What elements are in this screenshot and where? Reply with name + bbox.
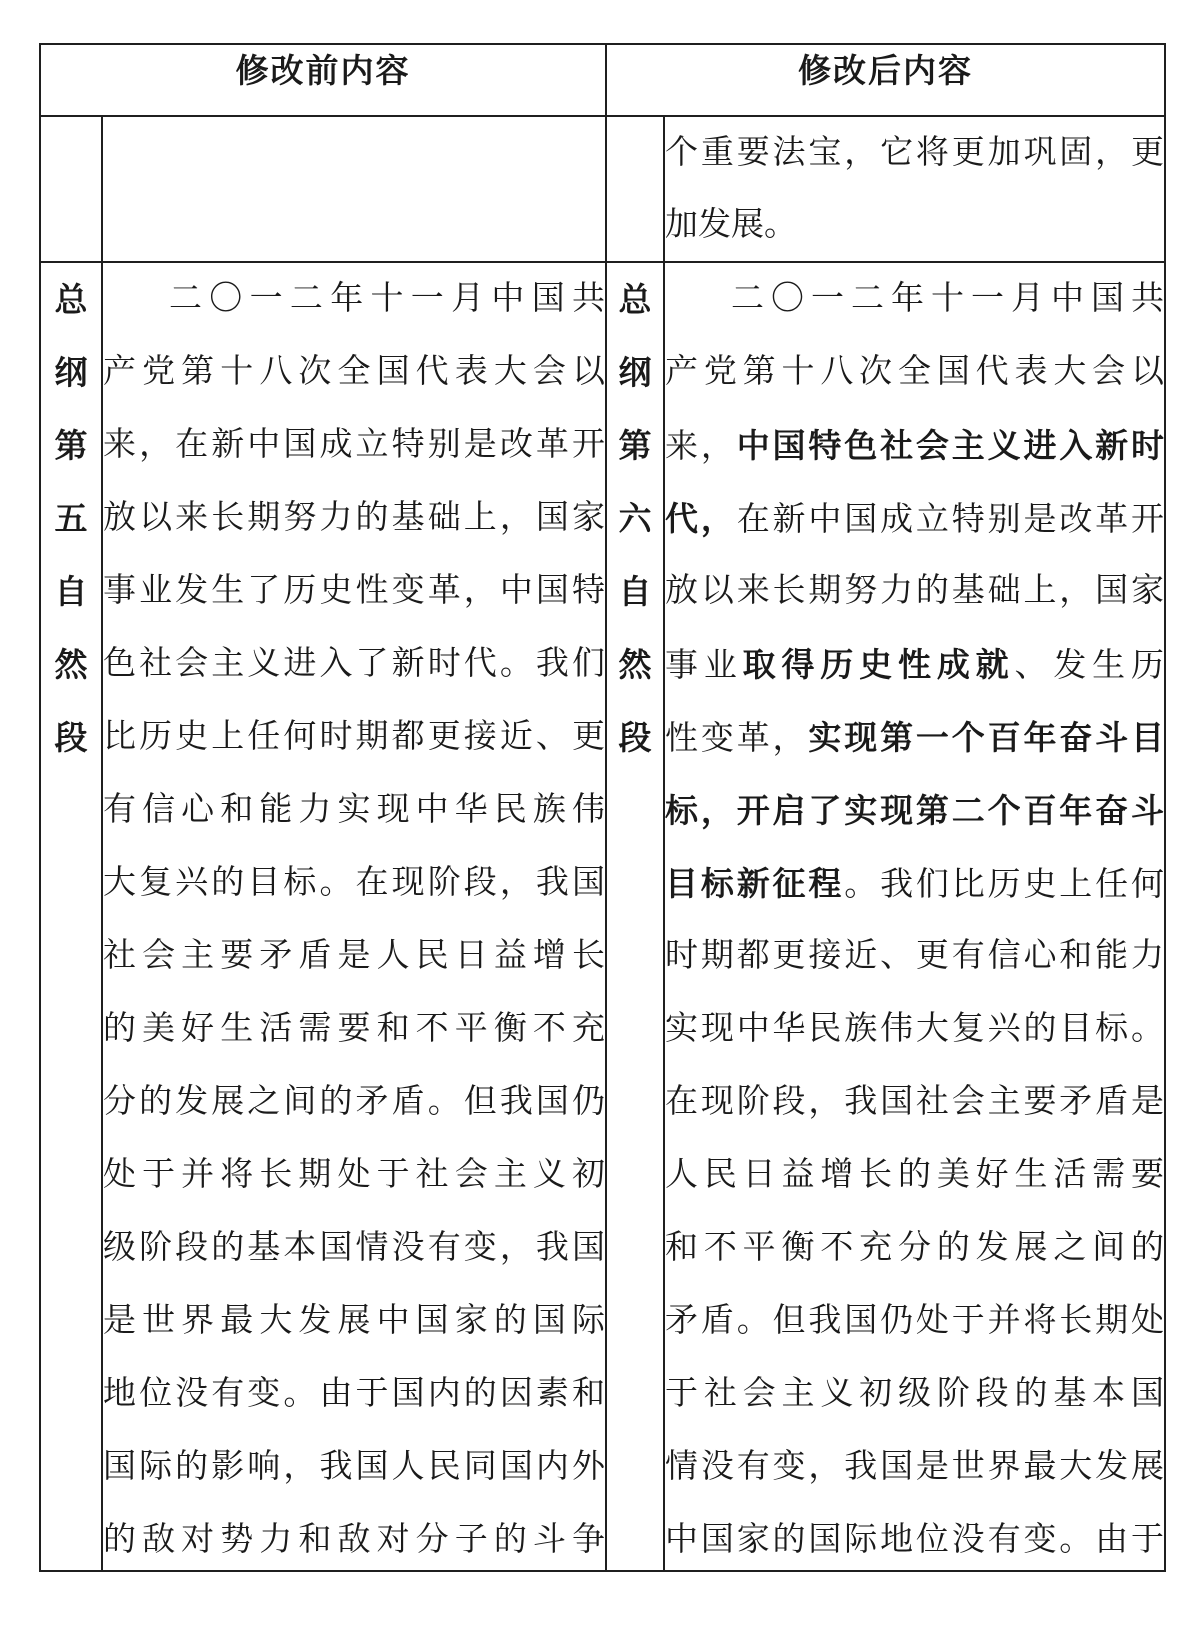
- body-text: 放以来长期努力的基础上，国家: [103, 500, 605, 536]
- after-paragraph-cell: [664, 262, 1165, 1571]
- header-row: [40, 44, 1165, 116]
- vertical-label-char: 总: [618, 281, 652, 318]
- text-line: [665, 1285, 1164, 1358]
- body-text: 矛盾。但我国仍处于并将长期处: [665, 1303, 1164, 1339]
- body-text: 事业发生了历史性变革，中国特: [103, 573, 605, 609]
- vertical-label-char: 然: [54, 646, 88, 683]
- vertical-label-char: 六: [618, 500, 652, 537]
- overflow-after-label-cell: [606, 116, 664, 262]
- vertical-label-char: 段: [618, 719, 652, 756]
- text-line: [103, 1504, 605, 1570]
- body-text: 加发展。: [665, 207, 797, 243]
- text-line: [103, 409, 605, 482]
- body-text: 于社会主义初级阶段的基本国: [665, 1376, 1164, 1412]
- body-text: 处于并将长期处于社会主义初: [103, 1157, 605, 1193]
- overflow-row: [40, 116, 1165, 262]
- body-text: 的美好生活需要和不平衡不充: [103, 1011, 605, 1047]
- text-line: [665, 263, 1164, 336]
- body-text: 产党第十八次全国代表大会以: [103, 354, 605, 390]
- text-line: [665, 1358, 1164, 1431]
- body-text: 大复兴的目标。在现阶段，我国: [103, 865, 605, 901]
- body-text: 和不平衡不充分的发展之间的: [665, 1230, 1164, 1266]
- text-line: [665, 189, 1164, 261]
- body-text: 来，在新中国成立特别是改革开: [103, 427, 605, 463]
- text-line: [665, 1139, 1164, 1212]
- text-line: [103, 263, 605, 336]
- vertical-label-char: 五: [54, 500, 88, 537]
- header-before-content: 修改前内容: [40, 44, 606, 116]
- body-text: 事业: [665, 648, 743, 684]
- vertical-label-char: 然: [618, 646, 652, 683]
- body-text: 在现阶段，我国社会主要矛盾是: [665, 1084, 1164, 1120]
- body-text: 国际的影响，我国人民同国内外: [103, 1449, 605, 1485]
- text-line: [103, 628, 605, 701]
- overflow-after-text: [665, 117, 1164, 261]
- text-line: [665, 628, 1164, 701]
- body-text: 的敌对势力和敌对分子的斗争: [103, 1522, 605, 1558]
- body-text: 比历史上任何时期都更接近、更: [103, 719, 605, 755]
- comparison-table: [39, 43, 1166, 1572]
- vertical-label-char: 第: [54, 427, 88, 464]
- body-text: 社会主要矛盾是人民日益增长: [103, 938, 605, 974]
- text-line: [103, 1212, 605, 1285]
- overflow-before-label-cell: [40, 116, 102, 262]
- before-section-label: [41, 263, 101, 774]
- body-text: 中国家的国际地位没有变。由于: [665, 1522, 1164, 1558]
- text-line: [665, 701, 1164, 774]
- before-paragraph-cell: [102, 262, 606, 1571]
- body-text: 地位没有变。由于国内的因素和: [103, 1376, 605, 1412]
- text-line: [103, 774, 605, 847]
- text-line: [665, 1066, 1164, 1139]
- vertical-label-char: 纲: [618, 354, 652, 391]
- before-paragraph: [103, 263, 605, 1570]
- after-section-label-cell: [606, 262, 664, 1571]
- body-text: 是世界最大发展中国家的国际: [103, 1303, 605, 1339]
- text-line: [665, 117, 1164, 189]
- body-text: 级阶段的基本国情没有变，我国: [103, 1230, 605, 1266]
- body-text: 个重要法宝，它将更加巩固，更: [665, 135, 1164, 171]
- inserted-bold-text: 中国特色社会主义进入新时: [736, 427, 1164, 464]
- body-text: 放以来长期努力的基础上，国家: [665, 573, 1164, 609]
- text-line: [103, 1285, 605, 1358]
- text-line: [665, 1431, 1164, 1504]
- vertical-label-char: 段: [54, 719, 88, 756]
- vertical-label-char: 第: [618, 427, 652, 464]
- text-line: [665, 774, 1164, 847]
- text-line: [665, 847, 1164, 920]
- text-line: [103, 1358, 605, 1431]
- body-text: 在新中国成立特别是改革开: [736, 502, 1164, 538]
- body-text: 二〇一二年十一月中国共: [169, 281, 605, 317]
- overflow-after-text-cell: [664, 116, 1165, 262]
- text-line: [665, 336, 1164, 409]
- text-line: [665, 920, 1164, 993]
- inserted-bold-text: 目标新征程: [665, 865, 845, 902]
- body-text: 实现中华民族伟大复兴的目标。: [665, 1011, 1164, 1047]
- text-line: [665, 1212, 1164, 1285]
- text-line: [103, 336, 605, 409]
- body-text: 。我们比历史上任何: [844, 867, 1164, 903]
- body-text: 情没有变，我国是世界最大发展: [665, 1449, 1164, 1485]
- vertical-label-char: 总: [54, 281, 88, 318]
- text-line: [665, 1504, 1164, 1570]
- body-text: 时期都更接近、更有信心和能力: [665, 938, 1164, 974]
- text-line: [103, 1431, 605, 1504]
- inserted-bold-text: 取得历史性成就: [742, 646, 1015, 683]
- text-line: [103, 555, 605, 628]
- main-row: [40, 262, 1165, 1571]
- text-line: [103, 993, 605, 1066]
- text-line: [103, 701, 605, 774]
- after-paragraph: [665, 263, 1164, 1570]
- body-text: 二〇一二年十一月中国共: [731, 281, 1164, 317]
- overflow-before-text-cell: [102, 116, 606, 262]
- after-section-label: [607, 263, 663, 774]
- body-text: 有信心和能力实现中华民族伟: [103, 792, 605, 828]
- body-text: 人民日益增长的美好生活需要: [665, 1157, 1164, 1193]
- text-line: [103, 482, 605, 555]
- body-text: 来，: [665, 429, 737, 465]
- before-section-label-cell: [40, 262, 102, 1571]
- text-line: [103, 1139, 605, 1212]
- vertical-label-char: 自: [618, 573, 652, 610]
- text-line: [665, 409, 1164, 482]
- body-text: 产党第十八次全国代表大会以: [665, 354, 1164, 390]
- body-text: 色社会主义进入了新时代。我们: [103, 646, 605, 682]
- text-line: [103, 1066, 605, 1139]
- text-line: [103, 920, 605, 993]
- body-text: 、发生历: [1014, 648, 1164, 684]
- text-line: [665, 993, 1164, 1066]
- text-line: [665, 555, 1164, 628]
- text-line: [103, 847, 605, 920]
- vertical-label-char: 纲: [54, 354, 88, 391]
- inserted-bold-text: 标，开启了实现第二个百年奋斗: [665, 792, 1164, 829]
- inserted-bold-text: 实现第一个百年奋斗目: [808, 719, 1164, 756]
- text-line: [665, 482, 1164, 555]
- body-text: 分的发展之间的矛盾。但我国仍: [103, 1084, 605, 1120]
- header-after-content: 修改后内容: [606, 44, 1165, 116]
- inserted-bold-text: 代，: [665, 500, 737, 537]
- body-text: 性变革，: [665, 721, 809, 757]
- vertical-label-char: 自: [54, 573, 88, 610]
